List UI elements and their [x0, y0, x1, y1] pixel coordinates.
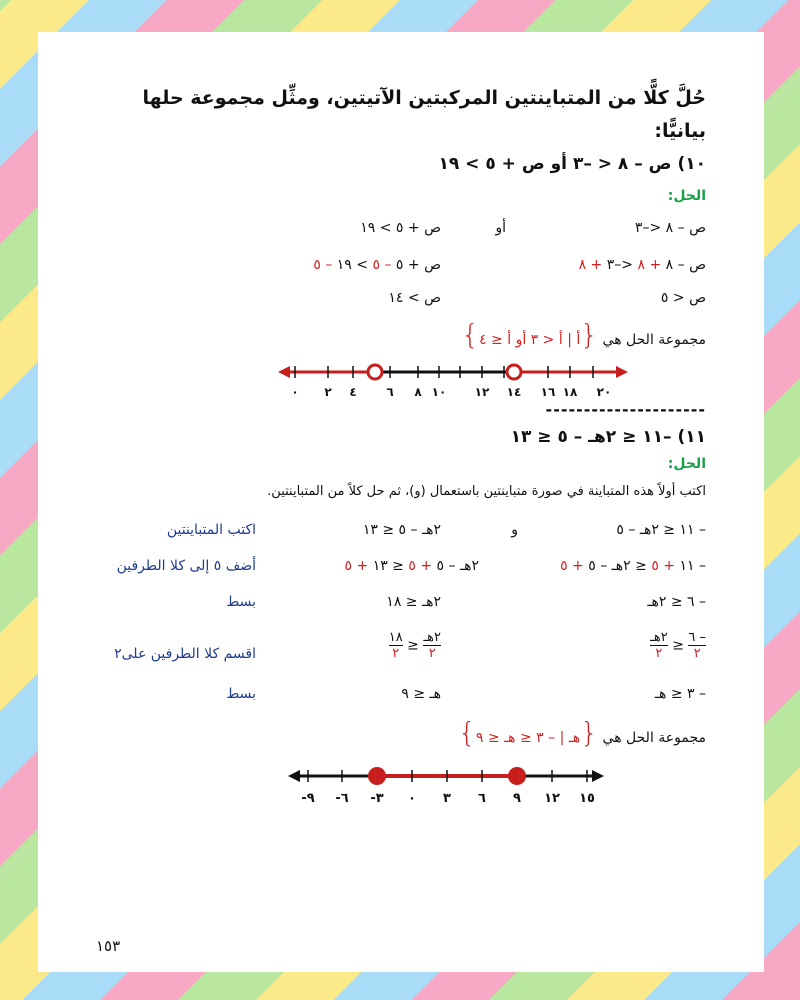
p11-step3-left: – ٦ ≤ ٢هـ: [647, 594, 706, 610]
p10-row2-right-base: ص + ٥: [395, 257, 441, 273]
problem-10-number: ١٠): [677, 154, 706, 174]
problem-11-solution-label: الحل:: [667, 456, 706, 472]
p11-closed-point-9: [508, 767, 526, 785]
p10-solution-set: [461, 318, 706, 351]
p11-step5-note: بسط: [226, 686, 256, 702]
p10-label-0: ٠: [291, 385, 299, 399]
p11-step2-left-add2: + ٥: [560, 558, 584, 574]
p10-row1-left: ص – ٨ <–٣: [634, 220, 706, 236]
p10-label-12: ١٢: [474, 385, 490, 399]
p10-label-8: ٨: [414, 385, 422, 399]
p10-row2-right: [313, 257, 441, 273]
p11-brace-open: {: [580, 716, 599, 749]
p11-label-neg6: ٦-: [335, 791, 349, 806]
p10-arrow-left: [278, 366, 290, 378]
problem-10-inequality: ص – ٨ < –٣ أو ص + ٥ > ١٩: [438, 154, 672, 174]
problem-11-intro: اكتب أولاً هذه المتباينة في صورة متباينتين باستعمال (و)، ثم حل كلاً من المتباينتين.: [267, 484, 706, 499]
instruction-text-cont: بيانيًّا:: [654, 120, 706, 142]
p11-step5-right: هـ ≤ ٩: [401, 686, 441, 702]
p11-step4-right-le: ≤: [407, 637, 419, 654]
p11-step2-right-mid: ≤ ١٣: [372, 558, 404, 574]
p10-row3-left: ص < ٥: [660, 290, 706, 306]
p10-row2-left-add2: + ٨: [578, 257, 603, 273]
p11-step1-right: ٢هـ – ٥ ≤ ١٣: [362, 522, 441, 538]
p10-row3-right: ص > ١٤: [388, 290, 441, 306]
p11-step1-left: – ١١ ≤ ٢هـ – ٥: [616, 522, 706, 538]
problem-10-statement: [439, 154, 707, 174]
problem-11-inequality: –١١ ≤ ٢هـ – ٥ ≤ ١٣: [510, 427, 672, 447]
p11-step1-note: اكتب المتباينتين: [166, 522, 256, 538]
p10-arrow-right: [616, 366, 628, 378]
p11-arrow-right: [592, 770, 604, 782]
p11-step2-right-add2: + ٥: [344, 558, 369, 574]
p10-row2-left-add: + ٨: [637, 257, 662, 273]
worksheet-page: [38, 32, 764, 972]
p10-brace-open: {: [580, 318, 599, 351]
p11-step3-right: ٢هـ ≤ ١٨: [386, 594, 441, 610]
p11-set-label: مجموعة الحل هي: [602, 730, 706, 746]
p10-label-10: ١٠: [431, 385, 447, 399]
p10-row2-right-sub: – ٥: [372, 257, 392, 273]
p10-set-content: أ | أ < ٣ أو أ ≤ ٤: [479, 332, 581, 348]
p11-step4-right: [389, 630, 441, 661]
p10-open-point-3: [368, 365, 382, 379]
p10-label-14: ١٤: [506, 385, 522, 399]
p10-label-16: ١٦: [540, 385, 556, 399]
p10-open-point-14: [507, 365, 521, 379]
p11-label-6: ٦: [478, 791, 486, 806]
p11-solution-set: [458, 716, 706, 749]
p10-label-18: ١٨: [562, 385, 578, 399]
problem-10-solution-label: الحل:: [667, 188, 706, 204]
p11-number-line: [38, 760, 764, 810]
p11-step2-note: أضف ٥ إلى كلا الطرفين: [116, 558, 256, 574]
p11-step4-left: [650, 630, 706, 661]
p11-step4-note: اقسم كلا الطرفين على٢: [114, 646, 256, 662]
p11-step4-left-frac1: $\frac{- ٦}{٢}$: [688, 630, 706, 661]
p11-arrow-left: [288, 770, 300, 782]
problem-11-statement: [511, 427, 706, 447]
p11-label-9: ٩: [513, 791, 521, 806]
p10-or-word: أو: [495, 220, 506, 236]
p10-row2-left: [579, 257, 706, 273]
instruction-text: حُلَّ كلًّا من المتباينتين المركبتين الآتيتين، ومثِّل مجموعة حلها: [142, 87, 706, 109]
p10-label-20: ٢٠: [596, 385, 612, 399]
p10-number-line: [38, 354, 764, 404]
p10-row1-right: ص + ٥ > ١٩: [360, 220, 441, 236]
p11-brace-close: }: [458, 716, 476, 749]
p10-set-label: مجموعة الحل هي: [602, 332, 706, 348]
page-number: ١٥٣: [96, 937, 121, 955]
p11-step4-right-frac1: $\frac{\text{٢هـ}}{٢}$: [423, 630, 441, 661]
p11-step3-note: بسط: [226, 594, 256, 610]
p11-label-12: ١٢: [544, 791, 560, 806]
p10-label-6: ٦: [386, 385, 394, 399]
p11-step5-left: – ٣ ≤ هـ: [654, 686, 706, 702]
p10-row2-right-mid: > ١٩: [336, 257, 369, 273]
p11-step2-left-add: + ٥: [651, 558, 676, 574]
p11-label-neg9: ٩-: [301, 791, 315, 806]
p11-set-content: هـ | – ٣ ≤ هـ ≤ ٩: [475, 730, 581, 746]
p11-step2-left-base: – ١١: [679, 558, 706, 574]
separator-line: ---------------------: [545, 400, 706, 419]
p11-label-neg3: ٣-: [370, 791, 384, 806]
p10-label-2: ٢: [324, 385, 332, 399]
p11-step2-right-base: ٢هـ – ٥: [436, 558, 479, 574]
p11-label-0: ٠: [408, 791, 416, 806]
p11-closed-point-neg3: [368, 767, 386, 785]
p11-label-15: ١٥: [579, 791, 595, 806]
p11-step4-left-le: ≤: [672, 637, 684, 654]
p10-row2-right-sub2: – ٥: [313, 257, 333, 273]
p11-step2-left: [560, 558, 706, 574]
p11-step2-left-mid: ≤ ٢هـ – ٥: [588, 558, 647, 574]
p11-step2-right-add: + ٥: [408, 558, 433, 574]
problem-11-number: ١١): [677, 427, 706, 447]
p11-and-word: و: [511, 522, 518, 538]
p10-label-4: ٤: [349, 385, 357, 399]
p11-step4-right-frac2: $\frac{١٨}{٢}$: [388, 630, 403, 661]
p10-row2-left-mid: <–٣: [606, 257, 634, 273]
p11-step2-right: [345, 558, 479, 574]
p11-step4-left-frac2: $\frac{\text{٢هـ}}{٢}$: [650, 630, 668, 661]
p10-brace-close: }: [461, 318, 480, 351]
p11-label-3: ٣: [443, 791, 451, 806]
p10-row2-left-base: ص – ٨: [665, 257, 706, 273]
